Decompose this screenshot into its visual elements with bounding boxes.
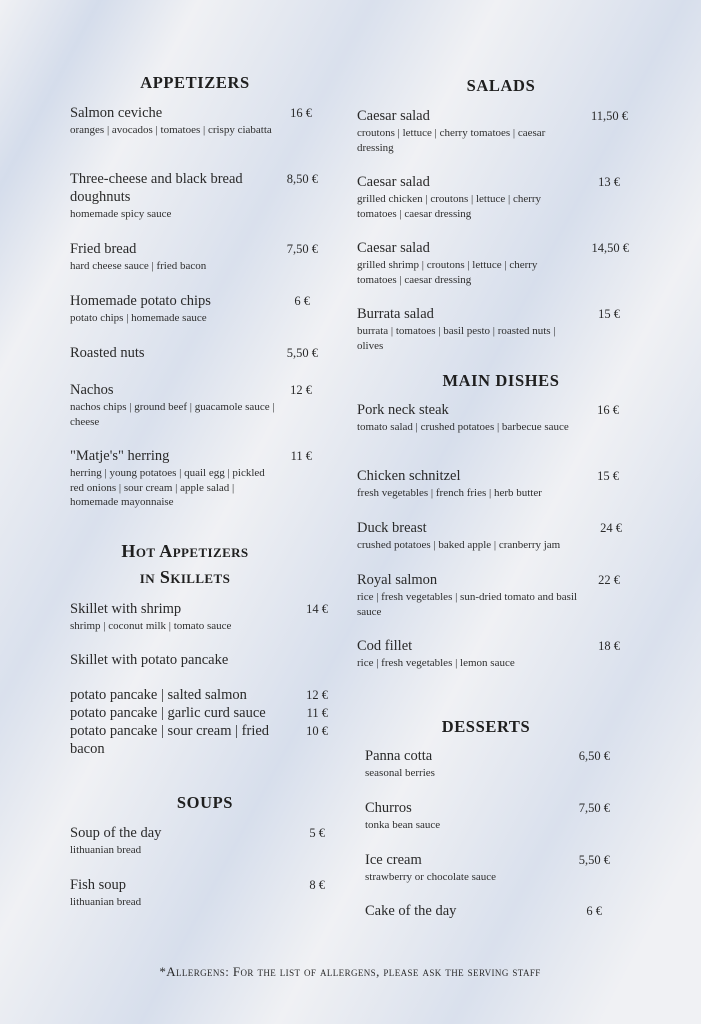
item-description: tomato salad | crushed potatoes | barbecue sauce xyxy=(357,421,569,433)
item-price: 12 € xyxy=(306,688,328,702)
item-description: grilled chicken | croutons | lettuce | cherry tomatoes | caesar dressing xyxy=(357,193,542,220)
item-name: Caesar salad xyxy=(357,174,430,190)
item-description: tonka bean sauce xyxy=(365,819,441,831)
item-price: 11,50 € xyxy=(590,109,628,123)
item-name: Caesar salad xyxy=(357,108,430,124)
item-price: 18 € xyxy=(598,639,620,653)
item-name: Panna cotta xyxy=(365,748,433,764)
item-description: oranges | avocados | tomatoes | crispy ciabatta xyxy=(70,124,272,136)
item-description: grilled shrimp | croutons | lettuce | cherry tomatoes | caesar dressing xyxy=(357,259,538,286)
item-price: 24 € xyxy=(600,521,622,535)
item-description: crushed potatoes | baked apple | cranberry jam xyxy=(357,539,561,551)
item-name: Royal salmon xyxy=(357,572,438,588)
section-title-hot-appetizers xyxy=(60,538,310,590)
item-price: 10 € xyxy=(306,724,328,738)
item-price: 16 € xyxy=(597,403,619,417)
menu-item-caesar-salad-chicken xyxy=(357,173,577,221)
pancake-option: potato pancake | sour cream | fried bacon xyxy=(70,723,270,757)
section-title-salads: SALADS xyxy=(466,76,536,95)
section-title-desserts: DESSERTS xyxy=(441,717,531,736)
item-name: Duck breast xyxy=(357,520,427,536)
item-description: lithuanian bread xyxy=(70,844,142,856)
item-description: nachos chips | ground beef | guacamole sauce | cheese xyxy=(70,401,275,428)
item-name: Fried bread xyxy=(70,241,137,257)
item-price: 6 € xyxy=(586,904,602,918)
item-description: burrata | tomatoes | basil pesto | roasted nuts | olives xyxy=(357,325,556,352)
menu-item-duck-breast xyxy=(357,519,589,553)
pancake-option: potato pancake | salted salmon xyxy=(70,687,247,703)
item-name: Salmon ceviche xyxy=(70,105,163,121)
item-description: potato chips | homemade sauce xyxy=(70,312,207,324)
item-price: 14,50 € xyxy=(591,241,629,255)
item-name: Churros xyxy=(365,800,412,816)
item-price: 12 € xyxy=(290,383,312,397)
item-name: Skillet with shrimp xyxy=(70,601,182,617)
menu-item-cod-fillet xyxy=(357,637,582,671)
item-name: Caesar salad xyxy=(357,240,430,256)
title-line: Hot Appetizers xyxy=(121,541,249,561)
menu-item-roasted-nuts xyxy=(70,344,280,362)
item-price: 15 € xyxy=(598,307,620,321)
item-name: Chicken schnitzel xyxy=(357,468,461,484)
item-price: 8,50 € xyxy=(286,172,318,186)
item-price: 7,50 € xyxy=(286,242,318,256)
item-price: 7,50 € xyxy=(578,801,610,815)
item-name: Cake of the day xyxy=(365,903,457,919)
item-description: rice | fresh vegetables | sun-dried tomato and basil sauce xyxy=(357,591,578,618)
item-description: herring | young potatoes | quail egg | pickled red onions | sour cream | apple salad | homemade mayonnaise xyxy=(70,467,265,508)
item-description: croutons | lettuce | cherry tomatoes | caesar dressing xyxy=(357,127,546,154)
item-description: homemade spicy sauce xyxy=(70,208,172,220)
menu-item-panna-cotta xyxy=(365,747,565,781)
menu-item-chicken-schnitzel xyxy=(357,467,582,501)
menu-item-burrata-salad xyxy=(357,305,583,353)
item-description: fresh vegetables | french fries | herb butter xyxy=(357,487,542,499)
item-price: 15 € xyxy=(597,469,619,483)
skillet-pancake-title: Skillet with potato pancake xyxy=(70,652,229,668)
item-description: shrimp | coconut milk | tomato sauce xyxy=(70,620,232,632)
menu-item-doughnuts xyxy=(70,170,280,222)
menu-item-cake-of-the-day xyxy=(365,902,575,920)
title-line: in Skillets xyxy=(139,567,231,587)
item-name: Roasted nuts xyxy=(70,345,145,361)
item-description: rice | fresh vegetables | lemon sauce xyxy=(357,657,515,669)
item-price: 8 € xyxy=(309,878,325,892)
section-title-appetizers: APPETIZERS xyxy=(140,73,250,92)
menu-item-caesar-salad xyxy=(357,107,577,155)
section-title-soups: SOUPS xyxy=(176,793,234,812)
pancake-option: potato pancake | garlic curd sauce xyxy=(70,705,266,721)
menu-item-ice-cream xyxy=(365,851,565,885)
item-price: 6 € xyxy=(294,294,310,308)
item-name: Burrata salad xyxy=(357,306,434,322)
item-price: 16 € xyxy=(290,106,312,120)
menu-item-fish-soup xyxy=(70,876,290,910)
menu-item-salmon-ceviche xyxy=(70,104,280,138)
item-name: Soup of the day xyxy=(70,825,162,841)
item-name: Ice cream xyxy=(365,852,422,868)
menu-item-soup-of-the-day xyxy=(70,824,290,858)
item-name: Homemade potato chips xyxy=(70,293,211,309)
item-name: Nachos xyxy=(70,382,114,398)
menu-item-churros xyxy=(365,799,565,833)
item-price: 11 € xyxy=(306,706,328,720)
item-name: Fish soup xyxy=(70,877,127,893)
menu-item-potato-chips xyxy=(70,292,280,326)
menu-item-caesar-salad-shrimp xyxy=(357,239,577,287)
item-description: seasonal berries xyxy=(365,767,435,779)
section-title-main-dishes: MAIN DISHES xyxy=(442,371,560,390)
item-price: 5,50 € xyxy=(286,346,318,360)
item-name: Pork neck steak xyxy=(357,402,449,418)
item-description: lithuanian bread xyxy=(70,896,142,908)
item-price: 6,50 € xyxy=(578,749,610,763)
item-description: hard cheese sauce | fried bacon xyxy=(70,260,207,272)
allergens-note: *Allergens: For the list of allergens, please ask the serving staff xyxy=(159,964,541,979)
item-price: 5,50 € xyxy=(578,853,610,867)
menu-item-royal-salmon xyxy=(357,571,582,619)
menu-item-skillet-shrimp xyxy=(70,600,295,634)
menu-item-nachos xyxy=(70,381,280,429)
menu-item-herring xyxy=(70,447,280,510)
item-name: Cod fillet xyxy=(357,638,413,654)
item-price: 11 € xyxy=(290,449,312,463)
menu-item-pork-neck-steak xyxy=(357,401,577,435)
item-name: Three-cheese and black bread doughnuts xyxy=(70,171,243,205)
item-price: 5 € xyxy=(309,826,325,840)
menu-item-fried-bread xyxy=(70,240,280,274)
item-name: "Matje's" herring xyxy=(70,448,170,464)
item-description: strawberry or chocolate sauce xyxy=(365,871,497,883)
item-price: 22 € xyxy=(598,573,620,587)
item-price: 14 € xyxy=(306,602,328,616)
item-price: 13 € xyxy=(598,175,620,189)
